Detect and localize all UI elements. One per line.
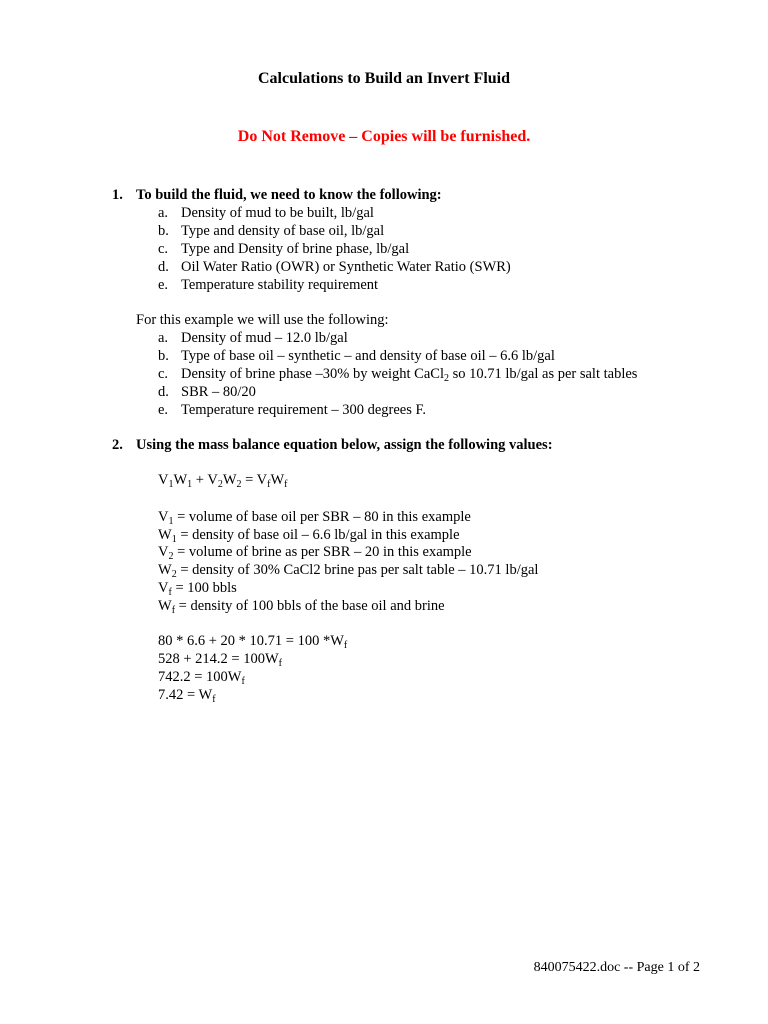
list-item-letter: c. bbox=[158, 366, 169, 382]
list-item: Type of base oil – synthetic – and density of base oil – 6.6 lb/gal bbox=[181, 348, 555, 364]
list-item: Density of mud to be built, lb/gal bbox=[181, 205, 374, 221]
list-item-text: so 10.71 lb/gal as per salt tables bbox=[448, 366, 638, 382]
example-intro: For this example we will use the following: bbox=[136, 312, 389, 328]
list-item-text: Density of brine phase –30% by weight CaCl bbox=[181, 366, 444, 382]
calculation-line: 80 * 6.6 + 20 * 10.71 = 100 $*W_f$ bbox=[158, 633, 348, 651]
list-item-letter: c. bbox=[158, 241, 169, 257]
warning-notice: Do Not Remove – Copies will be furnished. bbox=[237, 128, 531, 145]
list-item-letter: a. bbox=[158, 205, 169, 221]
list-item bbox=[181, 365, 637, 383]
subscript: 2 bbox=[443, 373, 449, 384]
definition-line: $V_1$ = volume of base oil per SBR – 80 in this example bbox=[158, 509, 471, 527]
list-item: Type and Density of brine phase, lb/gal bbox=[181, 241, 410, 257]
section-2-heading: Using the mass balance equation below, assign the following values: bbox=[136, 437, 553, 453]
calculation-line: $742.2 = 100W_f$ bbox=[158, 669, 245, 687]
definition-line: $V_f = 100$ bbls bbox=[158, 580, 237, 598]
definition-line: $W_1$ = density of base oil – 6.6 lb/gal in this example bbox=[158, 527, 460, 545]
list-item: Temperature requirement – 300 degrees F. bbox=[181, 402, 427, 418]
calculation-line: $528 + 214.2 = 100W_f$ bbox=[158, 651, 283, 669]
mass-balance-equation: $V_1W_1 + V_2W_2 = V_fW_f$ bbox=[158, 472, 288, 490]
list-item: Temperature stability requirement bbox=[181, 277, 379, 293]
list-item: Density of mud – 12.0 lb/gal bbox=[181, 330, 348, 346]
list-item-letter: a. bbox=[158, 330, 169, 346]
section-1-number: 1. bbox=[112, 187, 123, 203]
list-item-letter: d. bbox=[158, 259, 169, 275]
page-footer: 840075422.doc -- Page 1 of 2 bbox=[533, 960, 700, 975]
definition-line: $V_2$ = volume of brine as per SBR – 20 in this example bbox=[158, 544, 472, 562]
list-item-letter: b. bbox=[158, 348, 169, 364]
list-item-letter: b. bbox=[158, 223, 169, 239]
definition-line: $W_2$ = density of 30% CaCl2 brine pas per salt table – 10.71 lb/gal bbox=[158, 562, 539, 580]
list-item: Type and density of base oil, lb/gal bbox=[181, 223, 385, 239]
document-title: Calculations to Build an Invert Fluid bbox=[257, 70, 511, 87]
calculation-line: $7.42 = W_f$ bbox=[158, 687, 216, 705]
section-2-number: 2. bbox=[112, 437, 123, 453]
list-item-letter: e. bbox=[158, 402, 169, 418]
list-item-letter: e. bbox=[158, 277, 169, 293]
list-item: Oil Water Ratio (OWR) or Synthetic Water Ratio (SWR) bbox=[181, 259, 511, 275]
section-1-heading: To build the fluid, we need to know the following: bbox=[136, 187, 442, 203]
list-item-letter: d. bbox=[158, 384, 169, 400]
definition-line: $W_f$ = density of 100 bbls of the base oil and brine bbox=[158, 598, 445, 616]
list-item: SBR – 80/20 bbox=[181, 384, 256, 400]
